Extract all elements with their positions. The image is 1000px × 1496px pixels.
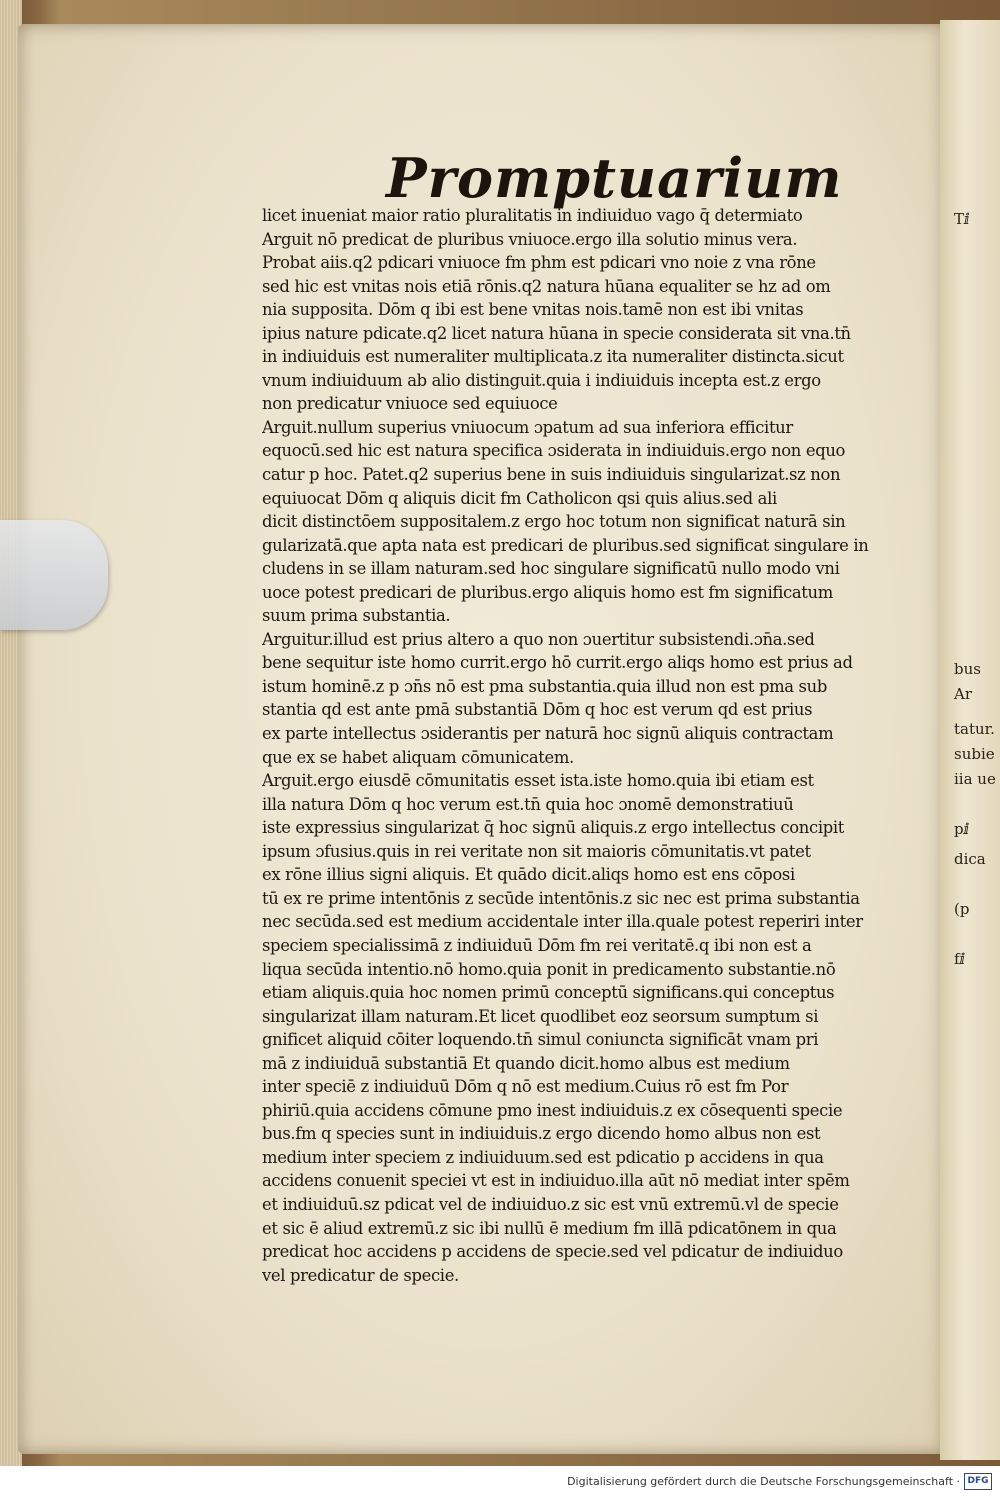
text-line: iste expressius singularizat q̄ hoc signū aliquis.z ergo intellectus concipit [262, 818, 844, 838]
text-line: equocū.sed hic est natura specifica ɔsiderata in indiuiduis.ergo non equo [262, 441, 846, 461]
text-line: ipsum ɔfusius.quis in rei veritate non sit maioris cōmunitatis.vt patet [262, 841, 811, 861]
next-page-edge [940, 20, 1000, 1460]
text-line: et indiuiduū.sz pdicat vel de indiuiduo.z sic est vnū extremū.vl de specie [262, 1194, 839, 1214]
text-line: inter speciē z indiuiduū Dōm q nō est medium.Cuius rō est fm Por [262, 1077, 789, 1097]
text-line: phiriū.quia accidens cōmune pmo inest indiuiduis.z ex cōsequenti specie [262, 1100, 843, 1120]
main-text-block [262, 204, 874, 1287]
text-line: predicat hoc accidens p accidens de specie.sed vel pdicatur de indiuiduo [262, 1242, 843, 1262]
text-line: istum hominē.z p ɔn̄s nō est pma substantia.quia illud non est pma sub [262, 676, 827, 696]
next-page-fragment: pⅈ [954, 820, 970, 838]
text-line: nia supposita. Dōm q ibi est bene vnitas nois.tamē non est ibi vnitas [262, 300, 804, 320]
running-head: Promptuarium [386, 146, 843, 210]
text-line: uoce potest predicari de pluribus.ergo aliquis homo est fm significatum [262, 582, 833, 602]
text-line: mā z indiuiduā substantiā Et quando dicit.homo albus est medium [262, 1053, 790, 1073]
next-page-fragment: dica [954, 850, 986, 868]
text-line: bus.fm q species sunt in indiuiduis.z ergo dicendo homo albus non est [262, 1124, 821, 1144]
text-line: gnificet aliquid cōiter loquendo.tn̄ simul coniuncta significāt vnam pri [262, 1030, 819, 1050]
text-line: liqua secūda intentio.nō homo.quia ponit in predicamento substantie.nō [262, 959, 836, 979]
text-line: singularizat illam naturam.Et licet quodlibet eoz seorsum sumptum si [262, 1006, 819, 1026]
next-page-fragment: (p [954, 900, 970, 918]
text-line: sed hic est vnitas nois etiā rōnis.q2 natura hūana equaliter se hz ad om [262, 276, 831, 296]
next-page-fragment: fⅈ [954, 950, 966, 968]
text-line: equiuocat Dōm q aliquis dicit fm Catholicon qsi quis alius.sed ali [262, 488, 777, 508]
dfg-logo: DFG [964, 1473, 992, 1490]
next-page-fragment: Ar [954, 685, 973, 703]
text-line: Arguit.ergo eiusdē cōmunitatis esset ista.iste homo.quia ibi etiam est [262, 771, 814, 791]
text-line: Arguit.nullum superius vniuocum ɔpatum ad sua inferiora efficitur [262, 417, 793, 437]
text-line: Arguit nō predicat de pluribus vniuoce.ergo illa solutio minus vera. [262, 229, 798, 249]
text-line: dicit distinctōem suppositalem.z ergo hoc totum non significat naturā sin [262, 512, 846, 532]
text-line: ex parte intellectus ɔsiderantis per naturā hoc signū aliquis contractam [262, 724, 834, 744]
text-line: suum prima substantia. [262, 606, 451, 626]
text-line: stantia qd est ante pmā substantiā Dōm q hoc est verum qd est prius [262, 700, 813, 720]
text-line: medium inter speciem z indiuiduum.sed est pdicatio p accidens in qua [262, 1147, 824, 1167]
next-page-fragment: tatur. [954, 720, 995, 738]
text-line: ipius nature pdicate.q2 licet natura hūana in specie considerata sit vna.tn̄ [262, 323, 851, 343]
text-line: cludens in se illam naturam.sed hoc singulare significatū nullo modo vni [262, 559, 840, 579]
text-line: catur p hoc. Patet.q2 superius bene in suis indiuiduis singularizat.sz non [262, 465, 841, 485]
page-clip [0, 520, 108, 630]
text-line: Arguitur.illud est prius altero a quo non ɔuertitur subsistendi.ɔn̄a.sed [262, 629, 815, 649]
next-page-fragment: bus [954, 660, 981, 678]
text-line: Probat aiis.q2 pdicari vniuoce fm phm est pdicari vno noie z vna rōne [262, 253, 816, 273]
text-line: speciem specialissimā z indiuiduū Dōm fm rei veritatē.q ibi non est a [262, 935, 812, 955]
text-line: illa natura Dōm q hoc verum est.tn̄ quia hoc ɔnomē demonstratiuū [262, 794, 794, 814]
text-line: vel predicatur de specie. [262, 1265, 459, 1285]
text-line: que ex se habet aliquam cōmunicatem. [262, 747, 574, 767]
text-line: vnum indiuiduum ab alio distinguit.quia i indiuiduis incepta est.z ergo [262, 370, 821, 390]
funding-credit: Digitalisierung gefördert durch die Deutsche Forschungsgemeinschaft · [567, 1475, 960, 1488]
footer-bar [0, 1466, 1000, 1496]
next-page-fragment: subie [954, 745, 995, 763]
text-line: ex rōne illius signi aliquis. Et quādo dicit.aliqs homo est ens cōposi [262, 865, 795, 885]
text-line: gularizatā.que apta nata est predicari de pluribus.sed significat singulare in [262, 535, 869, 555]
next-page-fragment: iia ue [954, 770, 996, 788]
text-line: etiam aliquis.quia hoc nomen primū conceptū significans.qui conceptus [262, 983, 835, 1003]
text-line: nec secūda.sed est medium accidentale inter illa.quale potest reperiri inter [262, 912, 863, 932]
text-line: in indiuiduis est numeraliter multiplicata.z ita numeraliter distincta.sicut [262, 347, 844, 367]
text-line: et sic ē aliud extremū.z sic ibi nullū ē medium fm illā pdicatōnem in qua [262, 1218, 837, 1238]
text-line: non predicatur vniuoce sed equiuoce [262, 394, 558, 414]
text-line: tū ex re prime intentōnis z secūde intentōnis.z sic nec est prima substantia [262, 888, 860, 908]
text-line: bene sequitur iste homo currit.ergo hō currit.ergo aliqs homo est prius ad [262, 653, 853, 673]
next-page-fragment: Tⅈ [954, 210, 970, 228]
text-line: accidens conuenit speciei vt est in indiuiduo.illa aūt nō mediat inter spēm [262, 1171, 850, 1191]
text-line: licet inueniat maior ratio pluralitatis in indiuiduo vago q̄ determiato [262, 206, 803, 225]
